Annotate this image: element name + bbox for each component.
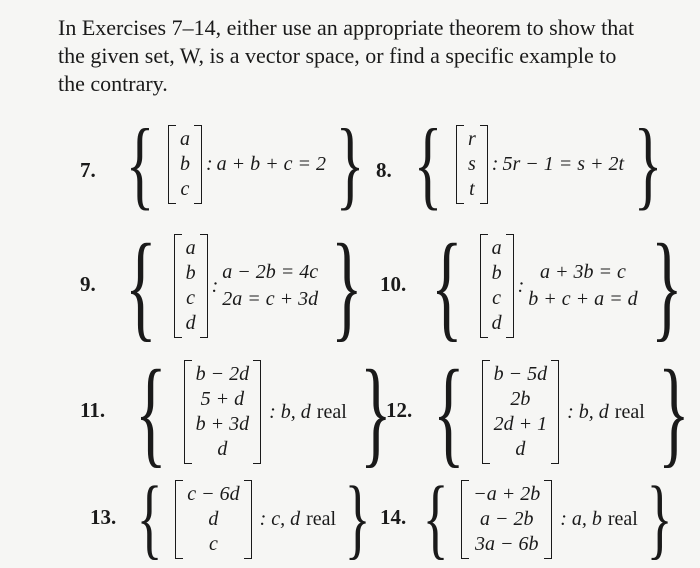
exercise-14-vector [461, 480, 552, 559]
left-brace: { [124, 219, 157, 352]
exercise-14-number: 14. [380, 505, 407, 529]
vector-entry: a [491, 237, 502, 259]
real-label: real [316, 400, 347, 423]
vector-entry: b − 5d [493, 363, 548, 385]
colon: : [491, 152, 499, 175]
vector-entry: s [468, 152, 476, 175]
right-brace: } [650, 219, 683, 352]
condition-line: a + 3b = c [540, 261, 626, 283]
vector-entry: b [180, 152, 190, 175]
colon: : [211, 274, 219, 297]
vector-entry: c [492, 287, 502, 309]
vector-entry: c [186, 287, 196, 309]
exercise-8-number: 8. [376, 158, 392, 182]
exercise-12-set [420, 345, 700, 478]
exercise-8-set [404, 108, 672, 219]
vector-entry: c − 6d [187, 482, 240, 505]
vector-entry: 3a − 6b [474, 532, 539, 555]
exercise-14-condition: : a, b [560, 507, 602, 530]
exercise-10-number: 10. [380, 272, 407, 296]
exercise-11-condition: : b, d [269, 400, 311, 423]
vector-entry: t [469, 177, 475, 200]
right-brace: } [359, 345, 392, 478]
exercise-9-set [112, 219, 376, 352]
exercise-11-number: 11. [80, 398, 106, 422]
left-brace: { [134, 345, 167, 478]
right-brace: } [344, 469, 371, 568]
exercise-8-vector [456, 125, 488, 204]
vector-entry: a [180, 127, 190, 150]
real-label: real [614, 400, 645, 423]
colon: : [206, 152, 213, 175]
instructions-line-1: In Exercises 7–14, either use an appropriate theorem to show that [58, 15, 635, 40]
left-brace: { [125, 108, 155, 219]
left-brace: { [136, 469, 163, 568]
right-brace: } [331, 219, 363, 352]
vector-entry: a [185, 237, 196, 259]
vector-entry: b [491, 262, 502, 284]
left-brace: { [422, 469, 449, 568]
left-brace: { [430, 219, 463, 352]
vector-entry: d [515, 438, 526, 460]
exercise-8-condition: 5r − 1 = s + 2t [502, 152, 625, 175]
exercise-14-set [414, 469, 681, 568]
real-label: real [306, 507, 337, 530]
exercise-7-condition: a + b + c = 2 [216, 152, 327, 175]
condition-line: a − 2b = 4c [222, 261, 319, 283]
exercise-13-number: 13. [90, 505, 117, 529]
condition-line: 2a = c + 3d [222, 288, 319, 310]
exercise-11-set [122, 345, 404, 478]
vector-entry: d [491, 312, 502, 334]
vector-entry: a − 2b [479, 507, 534, 530]
exercise-13-set [128, 469, 379, 568]
exercise-7-vector [168, 125, 202, 204]
vector-entry: r [468, 127, 476, 150]
exercise-12-condition: : b, d [567, 400, 609, 423]
instructions [58, 14, 698, 98]
colon: : [517, 274, 525, 297]
right-brace: } [646, 469, 673, 568]
vector-entry: d [217, 438, 228, 460]
exercise-10-conditions [524, 259, 637, 313]
exercise-9-vector [174, 234, 208, 338]
instructions-line-2: the given set, W, is a vector space, or find a specific example to [58, 43, 617, 68]
vector-entry: b + 3d [195, 413, 250, 435]
right-brace: } [657, 345, 690, 478]
vector-entry: 2d + 1 [493, 413, 548, 435]
vector-entry: c [180, 177, 190, 200]
exercise-11-vector [184, 360, 262, 464]
vector-entry: d [185, 312, 196, 334]
vector-entry: d [208, 507, 219, 530]
right-brace: } [335, 108, 365, 219]
real-label: real [607, 507, 638, 530]
exercise-9-number: 9. [80, 272, 96, 296]
vector-entry: b [185, 262, 196, 284]
exercise-13-condition: : c, d [259, 507, 301, 530]
vector-entry: 2b [510, 388, 531, 410]
vector-entry: c [208, 532, 218, 555]
vector-entry: 5 + d [200, 388, 245, 410]
exercise-13-vector [175, 480, 251, 559]
exercise-10-set [418, 219, 695, 352]
exercise-12-number: 12. [386, 398, 413, 422]
instructions-line-3: the contrary. [58, 71, 168, 96]
left-brace: { [432, 345, 465, 478]
vector-entry: b − 2d [195, 363, 250, 385]
vector-entry: −a + 2b [473, 482, 541, 505]
exercise-9-conditions [218, 259, 318, 313]
exercise-10-vector [480, 234, 514, 338]
left-brace: { [413, 108, 443, 219]
exercise-12-vector [482, 360, 560, 464]
exercise-7-number: 7. [80, 158, 96, 182]
exercise-7-set [116, 108, 374, 219]
condition-line: b + c + a = d [528, 288, 638, 310]
right-brace: } [633, 108, 663, 219]
